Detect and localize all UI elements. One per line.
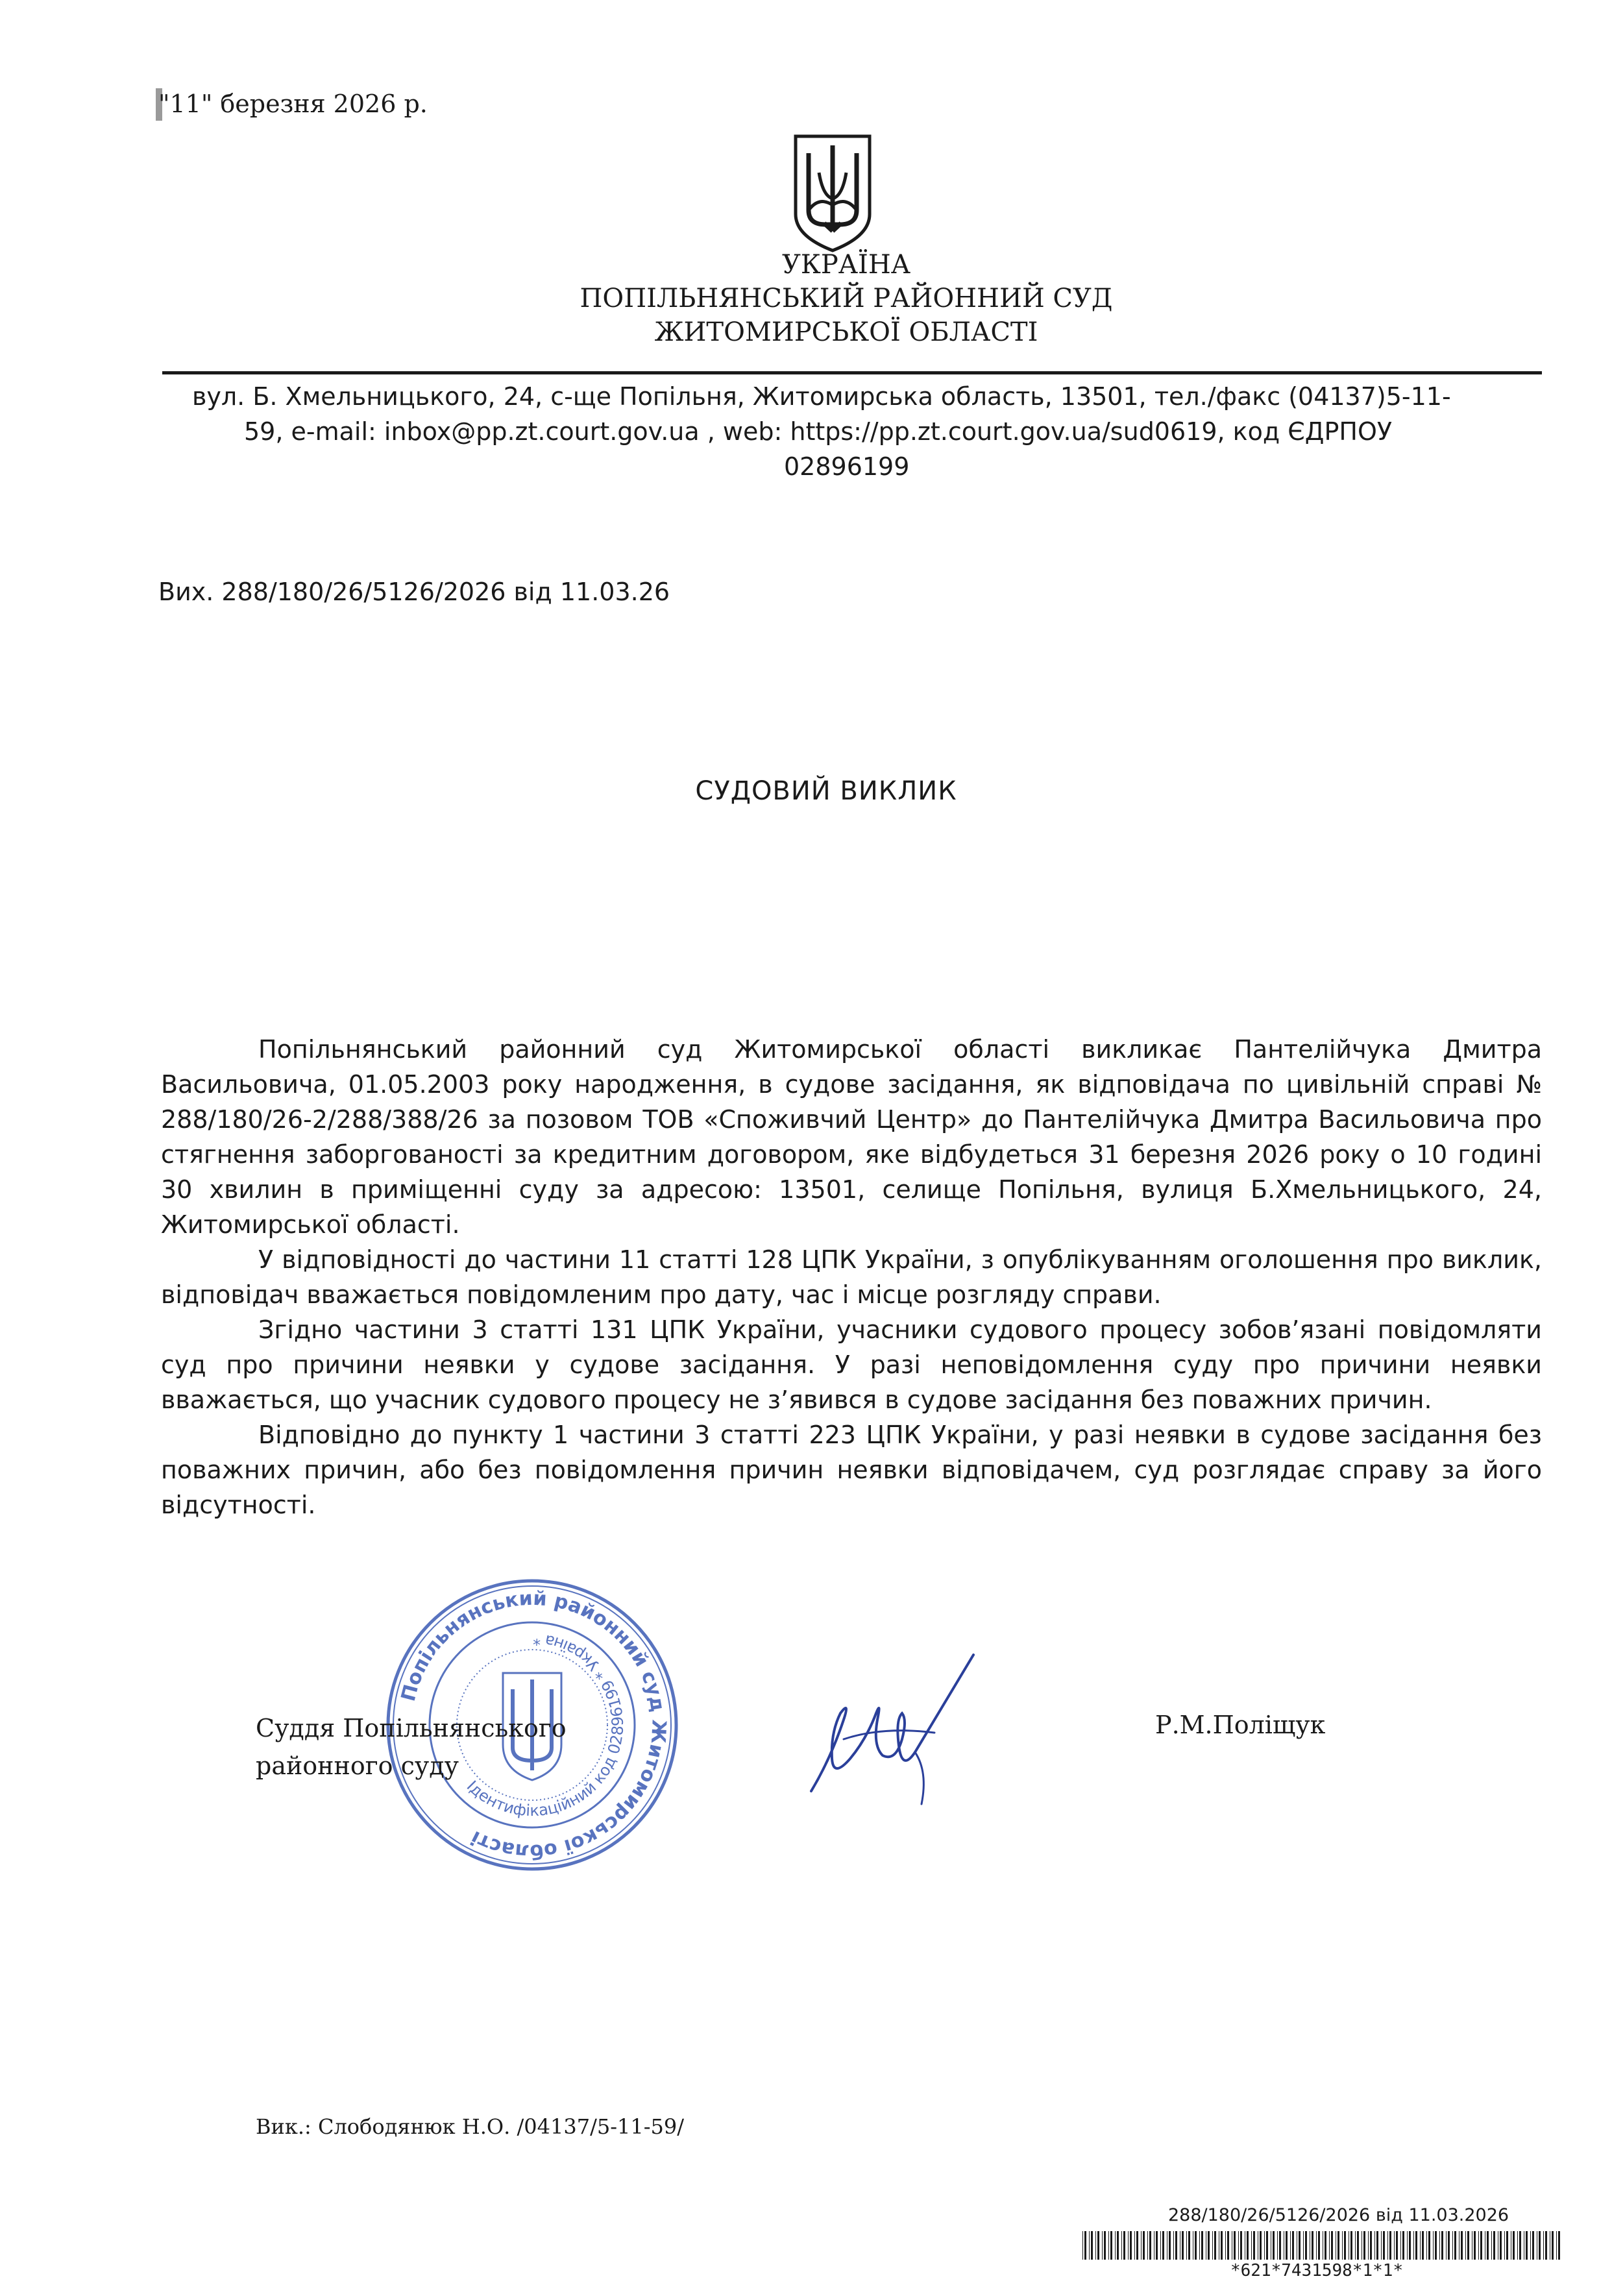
header-divider: [162, 371, 1542, 374]
signer-position-line-2: районного суду: [256, 1752, 459, 1780]
header-court-name: ПОПІЛЬНЯНСЬКИЙ РАЙОННИЙ СУД: [580, 284, 1113, 313]
judge-name: Р.М.Поліщук: [1155, 1711, 1326, 1739]
document-body: [161, 1032, 1542, 1522]
body-paragraph: Попільнянський районний суд Житомирської області викликає Пантелійчука Дмитра Васильовича, 01.05.2003 року народження, в судове засідання, як відповідача по цивільній справі № 288/180/26-2/288/388/26 за позовом ТОВ «Споживчий Центр» до Пантелійчука Дмитра Васильовича про стягнення заборгованості за кредитним договором, яке відбудеться 31 березня 2026 року о 10 годині 30 хвилин в приміщенні суду за адресою: 13501, селище Попільня, вулиця Б.Хмельницького, 24, Житомирської області.: [161, 1035, 1542, 1239]
barcode-caption: 288/180/26/5126/2026 від 11.03.2026: [1168, 2205, 1509, 2225]
barcode-number: *621*7431598*1*1*: [1230, 2261, 1404, 2280]
handwritten-signature-icon: [805, 1642, 999, 1817]
signer-position: [256, 1709, 567, 1785]
coat-of-arms-icon: [793, 134, 872, 253]
seal-outer-text: Попільнянський районний суд Житомирської області: [397, 1587, 670, 1863]
document-date: "11" березня 2026 р.: [158, 90, 428, 118]
address-line-1: вул. Б. Хмельницького, 24, с-ще Попільня, Житомирська область, 13501, тел./факс (04137)5-11-: [192, 382, 1451, 411]
executor-line: Вик.: Слободянюк Н.О. /04137/5-11-59/: [256, 2114, 685, 2139]
header-region: ЖИТОМИРСЬКОЇ ОБЛАСТІ: [654, 317, 1038, 347]
signer-position-line-1: Суддя Попільнянського: [256, 1714, 567, 1742]
body-paragraph: Відповідно до пункту 1 частини 3 статті 223 ЦПК України, у разі неявки в судове засідання без поважних причин, або без повідомлення причин неявки відповідачем, суд розглядає справу за його відсутності.: [161, 1421, 1542, 1519]
body-paragraph: Згідно частини 3 статті 131 ЦПК України, учасники судового процесу зобов’язані повідомляти суд про причини неявки у судове засідання. У разі неповідомлення суду про причини неявки вважається, що учасник судового процесу не з’явився в судове засідання без поважних причин.: [161, 1315, 1542, 1414]
body-paragraph: У відповідності до частини 11 статті 128 ЦПК України, з опублікуванням оголошення про виклик, відповідач вважається повідомленим про дату, час і місце розгляду справи.: [161, 1245, 1542, 1309]
barcode-icon: [1082, 2231, 1563, 2260]
outgoing-number: Вих. 288/180/26/5126/2026 від 11.03.26: [158, 578, 670, 606]
address-line-3: 02896199: [784, 452, 910, 481]
address-line-2: 59, e-mail: inbox@pp.zt.court.gov.ua , web: https://pp.zt.court.gov.ua/sud0619, код ЄДРПОУ: [244, 417, 1393, 446]
seal-inner-text: Ідентифікаційний код 02896199 * Україна *: [463, 1630, 628, 1820]
header-country: УКРАЇНА: [781, 250, 911, 280]
document-title: СУДОВИЙ ВИКЛИК: [695, 776, 957, 806]
